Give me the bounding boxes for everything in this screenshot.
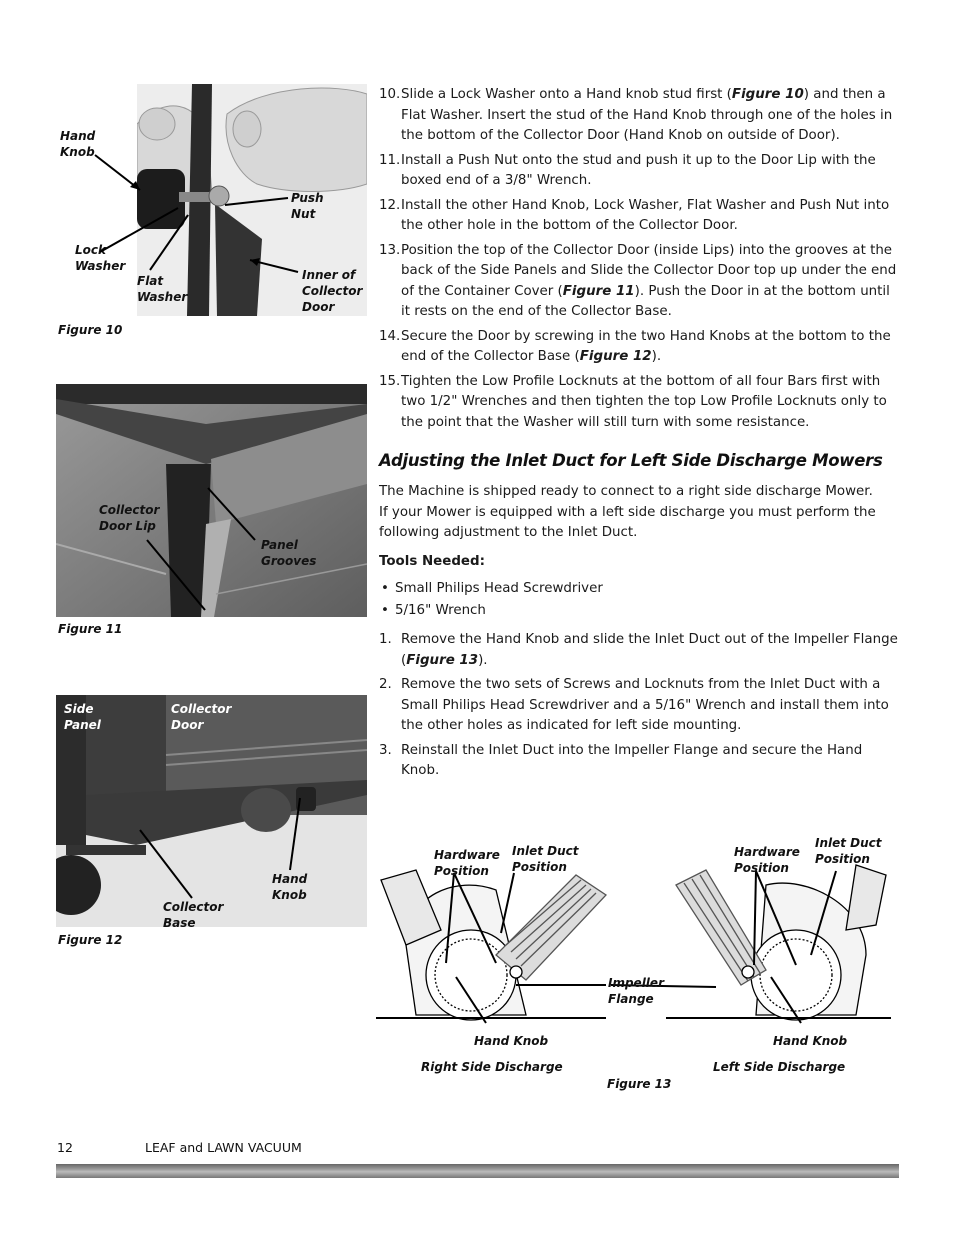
step-item — [379, 675, 899, 737]
step-text: Slide a Lock Washer onto a Hand knob stud first ( — [401, 87, 732, 102]
step-item — [379, 85, 899, 147]
fig12-label-hand-knob: Hand Knob — [272, 872, 308, 902]
step-item — [379, 372, 899, 434]
fig13-label-hand-knob-left: Hand Knob — [474, 1034, 549, 1048]
page-number: 12 — [57, 1140, 73, 1155]
figure-13-caption: Figure 13 — [607, 1077, 672, 1091]
fig10-label-flat-washer: Flat Washer — [137, 274, 188, 304]
tools-list — [379, 579, 879, 622]
step-number: 3. — [379, 742, 392, 758]
fig11-label-panel-grooves: Panel Grooves — [261, 538, 317, 568]
step-number: 14. — [379, 328, 401, 344]
fig13-label-hardware-right: Hardware Position — [734, 845, 800, 875]
figure-reference: Figure 13 — [406, 652, 479, 668]
step-number: 12. — [379, 197, 401, 213]
step-number: 13. — [379, 242, 401, 258]
step-text: Remove the two sets of Screws and Locknuts from the Inlet Duct with a Small Philips Head Screwdriver and a 5/16" Wrench and install them into the other holes as indicated for left side mounting. — [401, 677, 889, 733]
figure-12-caption: Figure 12 — [58, 933, 123, 947]
step-item — [379, 327, 899, 368]
fig10-label-inner-door: Inner of Collector Door — [302, 268, 363, 314]
step-text: Install a Push Nut onto the stud and push it up to the Door Lip with the boxed end of a 3/8" Wrench. — [401, 152, 876, 188]
steps-list — [379, 85, 899, 433]
tools-heading: Tools Needed: — [379, 554, 485, 569]
fig13-label-hand-knob-right: Hand Knob — [773, 1034, 848, 1048]
fig12-label-side-panel: Side Panel — [64, 702, 101, 732]
step-item — [379, 630, 899, 671]
fig13-label-right-discharge: Right Side Discharge — [421, 1060, 563, 1074]
fig12-label-collector-door: Collector Door — [171, 702, 232, 732]
step-item — [379, 196, 899, 237]
step-text: Position the top of the Collector Door (inside Lips) into the grooves at the back of the Side Panels and Slide the Collector Door top up under the end of the Container Cover ( — [401, 242, 897, 299]
fig10-label-hand-knob: Hand Knob — [60, 129, 96, 159]
tool-item: • 5/16" Wrench — [379, 601, 879, 622]
tool-item: • Small Philips Head Screwdriver — [379, 579, 879, 600]
step-number: 15. — [379, 373, 401, 389]
step-number: 1. — [379, 632, 392, 647]
step-item — [379, 741, 899, 782]
step-text: Remove the Hand Knob and slide the Inlet Duct out of the Impeller Flange ( — [401, 632, 898, 668]
inlet-steps — [379, 630, 899, 786]
footer-rule — [56, 1164, 899, 1178]
assembly-steps — [379, 85, 899, 437]
step-number: 2. — [379, 677, 392, 692]
fig10-label-lock-washer: Lock Washer — [75, 243, 126, 273]
inlet-steps-list — [379, 630, 899, 782]
fig13-label-inlet-left: Inlet Duct Position — [512, 844, 579, 874]
step-item — [379, 151, 899, 192]
fig13-label-hardware-left: Hardware Position — [434, 848, 500, 878]
fig10-label-push-nut: Push Nut — [291, 191, 324, 221]
step-number: 11. — [379, 152, 401, 168]
step-number: 10. — [379, 87, 401, 102]
section-intro: The Machine is shipped ready to connect to a right side discharge Mower. If your Mower is equipped with a left side discharge you must perform the following adjustment to the Inlet Duct. — [379, 484, 876, 540]
step-text-end: ). Push the Door in at the bottom until it rests on the end of the Collector Base. — [401, 283, 890, 319]
figure-reference: Figure 10 — [731, 87, 804, 102]
figure-reference: Figure 12 — [579, 349, 652, 364]
step-item — [379, 241, 899, 323]
step-text-end: ). — [651, 349, 662, 364]
fig13-label-inlet-right: Inlet Duct Position — [815, 836, 882, 866]
step-text: Install the other Hand Knob, Lock Washer, Flat Washer and Push Nut into the other hole in the bottom of the Collector Door. — [401, 197, 890, 233]
step-text-end: ). — [478, 652, 488, 668]
section-title: Adjusting the Inlet Duct for Left Side Discharge Mowers — [379, 451, 883, 470]
step-text-end: ) and then a Flat Washer. Insert the stud of the Hand Knob through one of the holes in the bottom of the Collector Door (Hand Knob on outside of Door). — [401, 87, 893, 143]
figure-reference: Figure 11 — [562, 283, 635, 299]
fig12-label-collector-base: Collector Base — [163, 900, 224, 930]
figure-11-caption: Figure 11 — [58, 622, 123, 636]
step-text: Reinstall the Inlet Duct into the Impeller Flange and secure the Hand Knob. — [401, 742, 863, 778]
fig13-label-left-discharge: Left Side Discharge — [713, 1060, 846, 1074]
figure-10-caption: Figure 10 — [58, 323, 123, 337]
step-text: Tighten the Low Profile Locknuts at the bottom of all four Bars first with two 1/2" Wrenches and then tighten the top Low Profile Locknuts only to the point that the Washer will still turn with some resistance. — [401, 373, 887, 430]
step-text: Secure the Door by screwing in the two Hand Knobs at the bottom to the end of the Collector Base ( — [401, 328, 891, 364]
footer-title: LEAF and LAWN VACUUM — [145, 1140, 302, 1155]
fig11-label-door-lip: Collector Door Lip — [99, 503, 160, 533]
fig13-label-impeller: Impeller Flange — [608, 976, 664, 1006]
